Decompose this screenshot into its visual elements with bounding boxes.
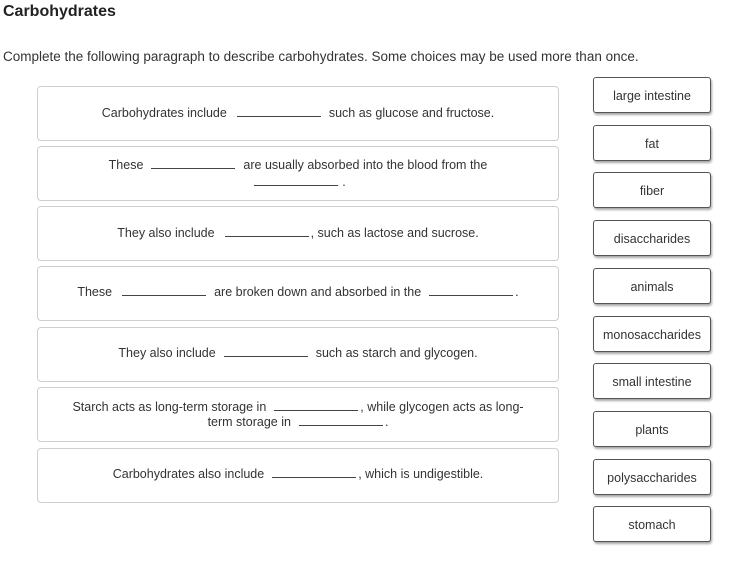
choice-stomach[interactable]: stomach (593, 506, 711, 542)
answer-blank[interactable] (272, 467, 356, 478)
sentence-box-2 (37, 146, 559, 201)
choice-monosaccharides[interactable]: monosaccharides (593, 316, 711, 352)
sentence-text: , which is undigestible. (358, 467, 484, 481)
sentence-text: . (342, 175, 346, 189)
sentence-text: . (384, 415, 389, 429)
page-title: Carbohydrates (3, 3, 116, 20)
instructions-text: Complete the following paragraph to describe carbohydrates. Some choices may be used more than once. (3, 49, 639, 64)
sentence-box-5 (37, 327, 559, 382)
answer-blank[interactable] (225, 226, 309, 237)
answer-blank[interactable] (254, 175, 338, 186)
sentence-text: are broken down and absorbed in the (214, 285, 422, 299)
sentence-text: such as glucose and fructose. (328, 106, 495, 120)
sentence-box-4 (37, 266, 559, 321)
sentence-text: , such as lactose and sucrose. (310, 226, 479, 240)
sentence-text: . (515, 285, 519, 299)
answer-blank[interactable] (224, 346, 308, 357)
sentence-text: Starch acts as long-term storage in (72, 400, 267, 414)
sentence-text: They also include (118, 346, 216, 360)
answer-blank[interactable] (122, 285, 206, 296)
choice-small-intestine[interactable]: small intestine (593, 363, 711, 399)
sentence-text: , while glycogen acts as long- (360, 400, 524, 414)
sentence-box-6 (37, 387, 559, 442)
answer-blank[interactable] (237, 106, 321, 117)
sentence-text: These (77, 285, 113, 299)
choice-polysaccharides[interactable]: polysaccharides (593, 459, 711, 495)
sentence-box-1 (37, 86, 559, 141)
sentence-text: term storage in (207, 415, 291, 429)
choice-plants[interactable]: plants (593, 411, 711, 447)
answer-blank[interactable] (429, 285, 513, 296)
sentence-text: These (108, 158, 144, 172)
sentence-text: Carbohydrates also include (112, 467, 265, 481)
answer-blank[interactable] (151, 158, 235, 169)
sentence-text: They also include (117, 226, 215, 240)
sentence-box-3 (37, 206, 559, 261)
sentence-box-7 (37, 448, 559, 503)
choice-large-intestine[interactable]: large intestine (593, 77, 711, 113)
answer-blank[interactable] (299, 415, 383, 426)
choice-animals[interactable]: animals (593, 268, 711, 304)
answer-blank[interactable] (274, 400, 358, 411)
choice-fiber[interactable]: fiber (593, 172, 711, 208)
choice-disaccharides[interactable]: disaccharides (593, 220, 711, 256)
sentence-text: are usually absorbed into the blood from the (243, 158, 488, 172)
choice-fat[interactable]: fat (593, 125, 711, 161)
sentence-text: Carbohydrates include (101, 106, 227, 120)
sentence-text: such as starch and glycogen. (315, 346, 478, 360)
